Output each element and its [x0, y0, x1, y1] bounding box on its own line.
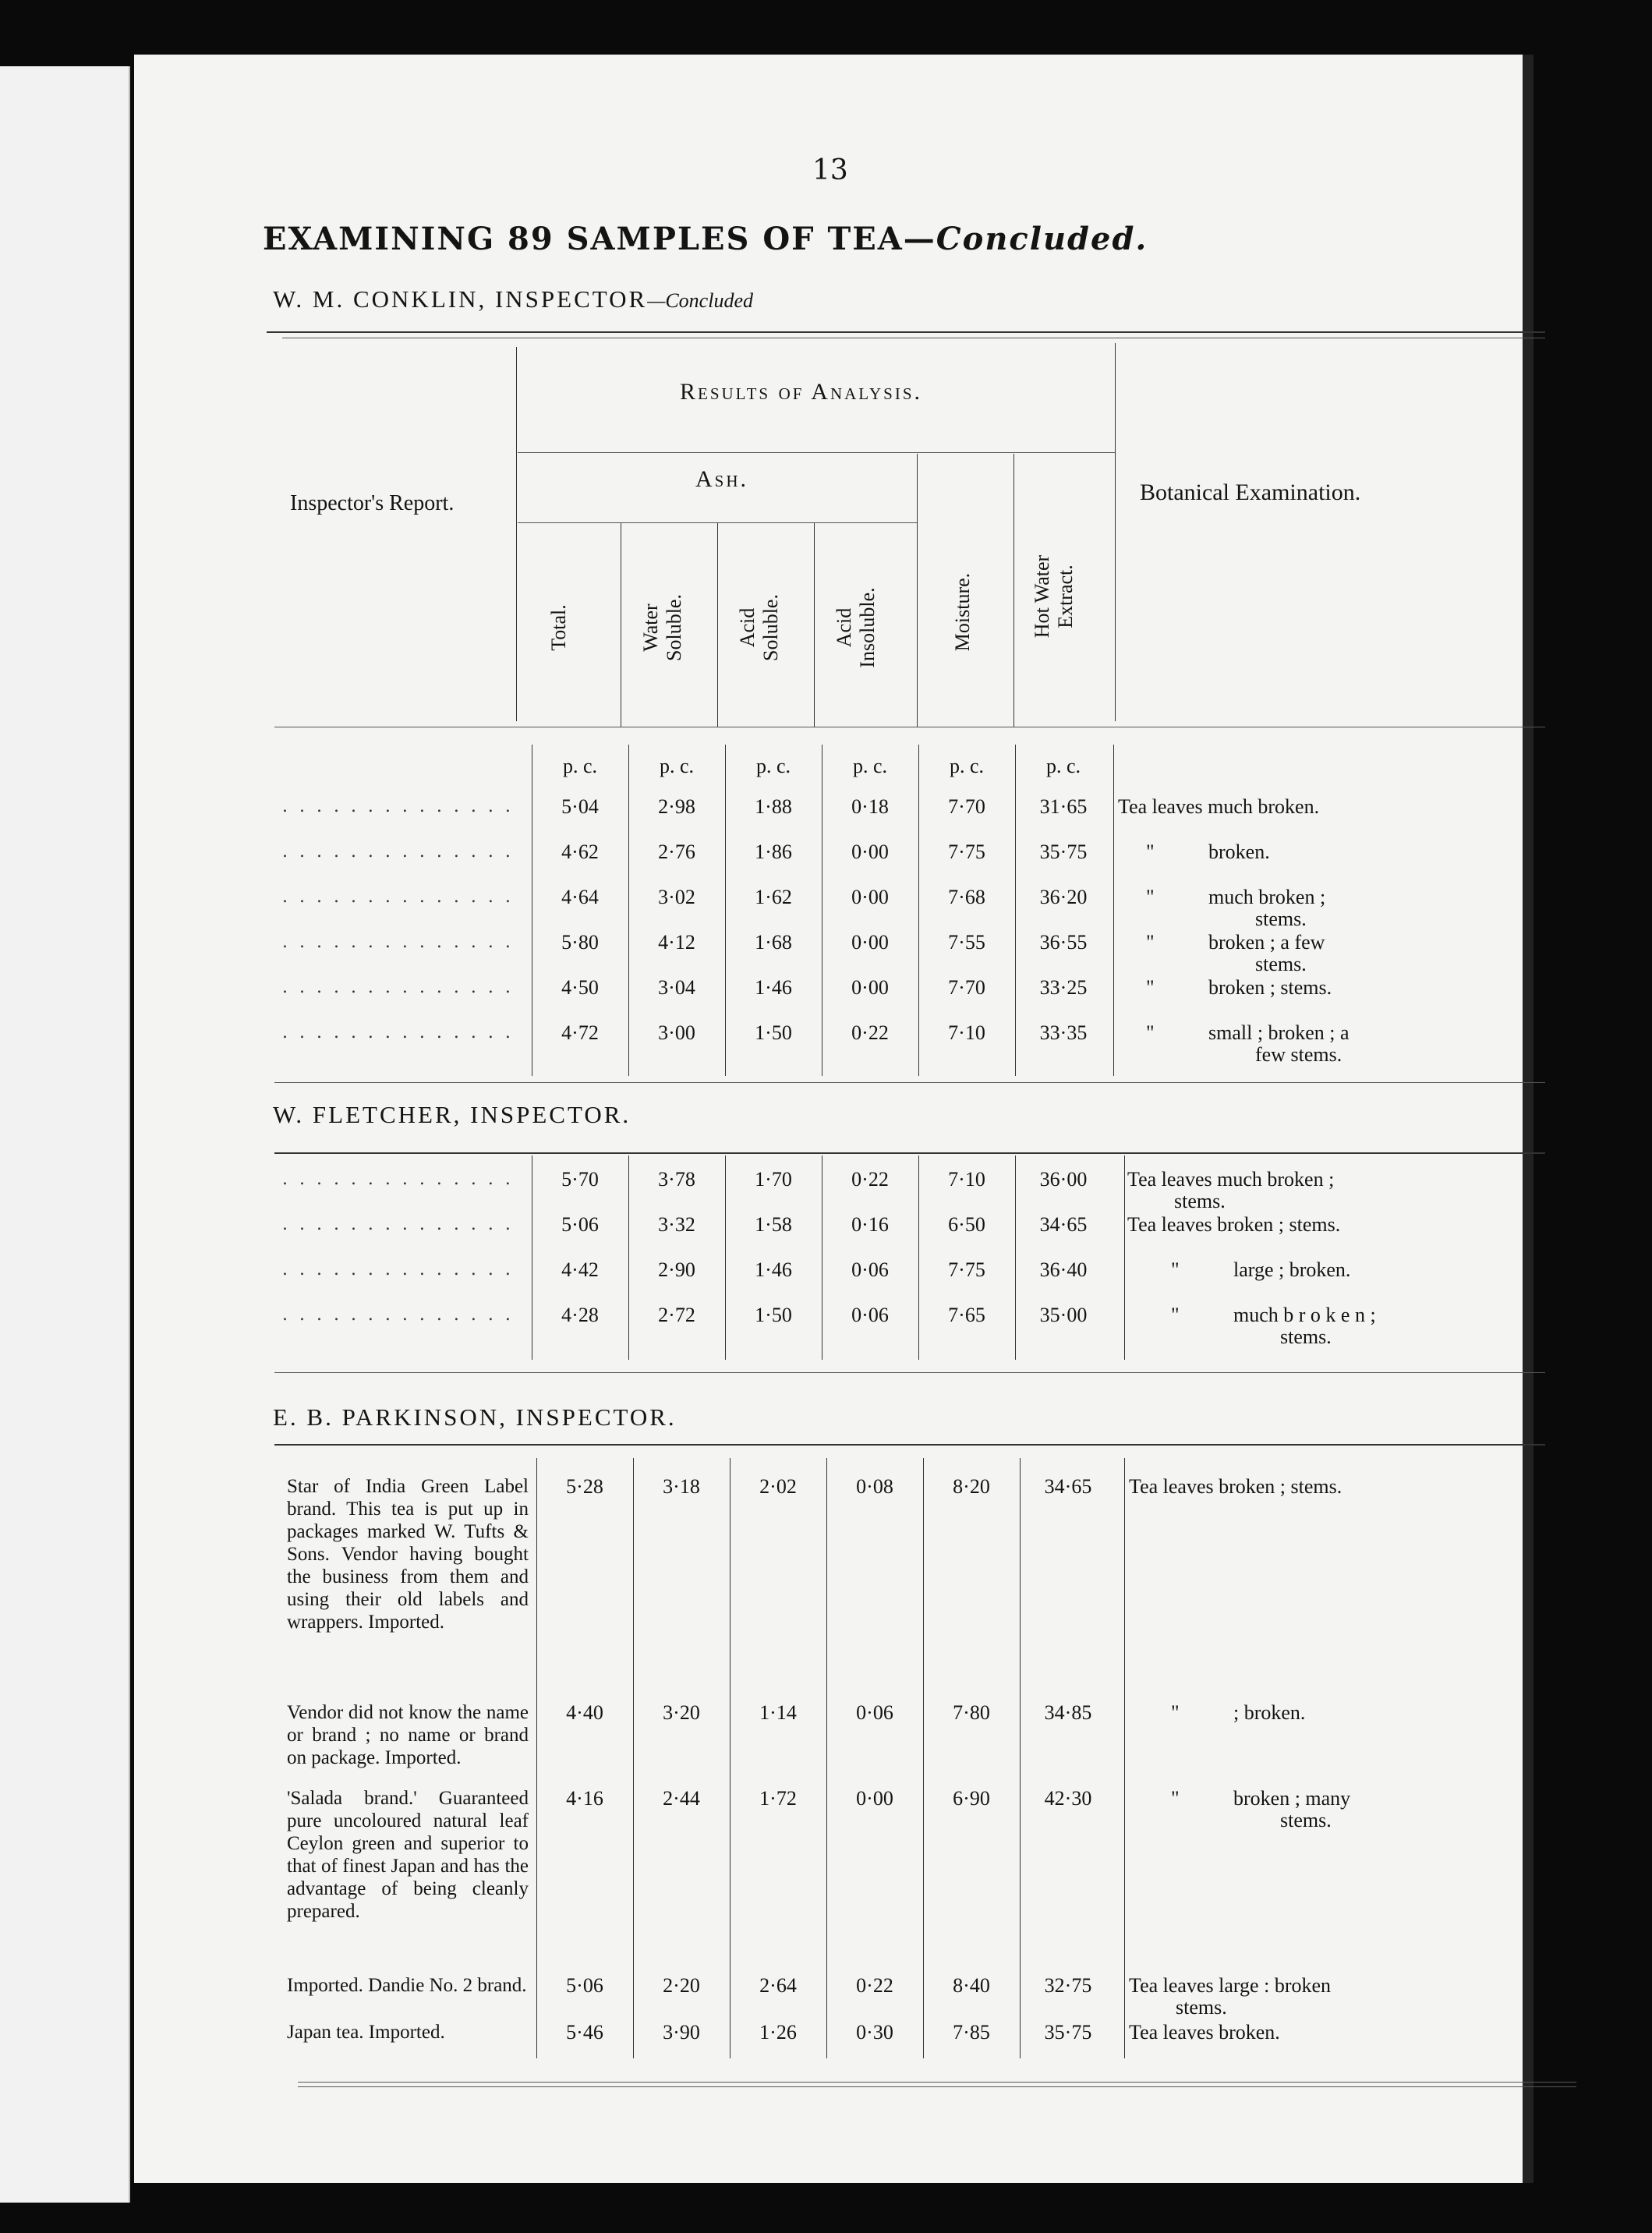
value-cell: 4·28 [561, 1304, 599, 1326]
value-cell: 0·00 [851, 840, 889, 863]
header-vline-report [516, 347, 517, 721]
value-cell: 1·46 [755, 976, 792, 999]
parkinson-top-rule [274, 1444, 1545, 1446]
value-cell: 6·50 [948, 1213, 985, 1236]
value-cell: 0·18 [851, 795, 889, 818]
value-cell: 2·44 [663, 1787, 700, 1810]
value-cell: 5·06 [561, 1213, 599, 1236]
value-cell: 7·65 [948, 1304, 985, 1326]
value-cell: 3·18 [663, 1475, 700, 1498]
conklin-vline-6 [1015, 745, 1016, 1076]
value-cell: 4·40 [566, 1701, 603, 1724]
page-number: 13 [812, 154, 848, 186]
botanical-text-cont: stems. [1255, 908, 1307, 930]
fletcher-vline-3 [725, 1155, 726, 1360]
value-cell: 36·40 [1039, 1258, 1088, 1281]
header-water-soluble-1: Water [639, 603, 662, 652]
value-cell: 4·42 [561, 1258, 599, 1281]
value-cell: 7·75 [948, 1258, 985, 1281]
value-cell: 3·90 [663, 2021, 700, 2044]
inspector-report-text: Japan tea. Imported. [287, 2022, 445, 2043]
value-cell: 4·64 [561, 886, 599, 908]
parkinson-vline-4 [826, 1458, 827, 2058]
header-water-soluble-2: Soluble. [663, 594, 685, 661]
conklin-end-rule [274, 1082, 1545, 1083]
unit-label: p. c. [659, 755, 695, 777]
value-cell: 4·12 [658, 931, 695, 954]
value-cell: 32·75 [1044, 1974, 1092, 1997]
parkinson-vline-2 [633, 1458, 634, 2058]
unit-label: p. c. [852, 755, 888, 777]
value-cell: 3·78 [658, 1168, 695, 1191]
value-cell: 35·00 [1039, 1304, 1088, 1326]
value-cell: 1·88 [755, 795, 792, 818]
ditto-mark: " [1171, 1787, 1180, 1810]
report-leader-dots: . . . . . . . . . . . . . . [282, 1215, 514, 1234]
value-cell: 1·68 [755, 931, 792, 954]
botanical-text: small ; broken ; a [1208, 1021, 1350, 1044]
page-bottom-rule-2 [298, 2086, 1576, 2087]
header-acid-soluble-2: Soluble. [759, 594, 782, 661]
value-cell: 0·06 [851, 1304, 889, 1326]
ditto-mark: " [1171, 1701, 1180, 1724]
value-cell: 4·62 [561, 840, 599, 863]
parkinson-vline-7 [1124, 1458, 1125, 2058]
botanical-text: broken. [1208, 840, 1270, 863]
value-cell: 7·70 [948, 976, 985, 999]
header-water-soluble [639, 542, 686, 713]
value-cell: 0·30 [856, 2021, 893, 2044]
value-cell: 5·28 [566, 1475, 603, 1498]
results-rule [518, 452, 1115, 453]
ditto-mark: " [1146, 886, 1155, 908]
value-cell: 34·65 [1039, 1213, 1088, 1236]
header-vline-moisture [917, 454, 918, 727]
value-cell: 7·10 [948, 1021, 985, 1044]
value-cell: 5·04 [561, 795, 599, 818]
value-cell: 1·26 [759, 2021, 797, 2044]
value-cell: 2·98 [658, 795, 695, 818]
header-results-of-analysis: Results of Analysis. [680, 379, 923, 405]
value-cell: 3·04 [658, 976, 695, 999]
value-cell: 1·46 [755, 1258, 792, 1281]
value-cell: 4·50 [561, 976, 599, 999]
header-botanical-examination: Botanical Examination. [1140, 480, 1361, 505]
page-bottom-rule [298, 2082, 1576, 2083]
header-vline-acid [717, 522, 718, 727]
value-cell: 5·06 [566, 1974, 603, 1997]
header-acid-soluble-1: Acid [736, 607, 759, 648]
value-cell: 0·22 [856, 1974, 893, 1997]
parkinson-vline-5 [923, 1458, 924, 2058]
botanical-text: Tea leaves much broken ; [1127, 1168, 1335, 1191]
value-cell: 3·02 [658, 886, 695, 908]
left-page-edge [0, 66, 130, 2203]
value-cell: 3·20 [663, 1701, 700, 1724]
value-cell: 0·22 [851, 1168, 889, 1191]
value-cell: 2·90 [658, 1258, 695, 1281]
value-cell: 3·00 [658, 1021, 695, 1044]
report-leader-dots: . . . . . . . . . . . . . . [282, 887, 514, 907]
ditto-mark: " [1146, 840, 1155, 863]
header-hot-water-1: Hot Water [1031, 554, 1053, 639]
value-cell: 42·30 [1044, 1787, 1092, 1810]
value-cell: 5·80 [561, 931, 599, 954]
report-leader-dots: . . . . . . . . . . . . . . [282, 1305, 514, 1325]
value-cell: 36·00 [1039, 1168, 1088, 1191]
value-cell: 35·75 [1039, 840, 1088, 863]
value-cell: 34·85 [1044, 1701, 1092, 1724]
fletcher-top-rule [274, 1152, 1545, 1154]
botanical-text: Tea leaves broken ; stems. [1129, 1475, 1342, 1498]
botanical-text: much b r o k e n ; [1233, 1304, 1376, 1326]
botanical-text-cont: stems. [1255, 953, 1307, 975]
value-cell: 36·55 [1039, 931, 1088, 954]
botanical-text: Tea leaves broken ; stems. [1127, 1213, 1341, 1236]
fletcher-end-rule [274, 1372, 1545, 1373]
document-page [134, 55, 1533, 2183]
value-cell: 2·64 [759, 1974, 797, 1997]
fletcher-vline-7 [1124, 1155, 1125, 1360]
botanical-text-cont: stems. [1176, 1996, 1227, 2019]
value-cell: 1·86 [755, 840, 792, 863]
value-cell: 2·20 [663, 1974, 700, 1997]
value-cell: 33·35 [1039, 1021, 1088, 1044]
value-cell: 2·02 [759, 1475, 797, 1498]
header-vline-extract [1013, 454, 1014, 727]
page-title [263, 221, 1148, 257]
header-total-text: Total. [547, 604, 570, 651]
conklin-vline-2 [628, 745, 629, 1076]
section-parkinson: E. B. PARKINSON, INSPECTOR. [273, 1403, 677, 1431]
value-cell: 0·00 [851, 886, 889, 908]
header-moisture-text: Moisture. [951, 572, 974, 652]
fletcher-vline-5 [918, 1155, 919, 1360]
value-cell: 3·32 [658, 1213, 695, 1236]
report-leader-dots: . . . . . . . . . . . . . . [282, 932, 514, 952]
value-cell: 4·72 [561, 1021, 599, 1044]
header-acid-soluble [736, 542, 783, 713]
report-leader-dots: . . . . . . . . . . . . . . [282, 978, 514, 997]
value-cell: 7·80 [953, 1701, 990, 1724]
unit-label: p. c. [1045, 755, 1081, 777]
section-conklin-suffix: —Concluded [647, 289, 753, 312]
unit-label: p. c. [755, 755, 791, 777]
header-total [547, 542, 571, 713]
inspector-report-text: Imported. Dandie No. 2 brand. [287, 1975, 527, 1996]
botanical-text: Tea leaves much broken. [1118, 795, 1320, 818]
value-cell: 1·58 [755, 1213, 792, 1236]
value-cell: 0·22 [851, 1021, 889, 1044]
fletcher-vline-6 [1015, 1155, 1016, 1360]
botanical-text: broken ; many [1233, 1787, 1351, 1810]
conklin-vline-7 [1113, 745, 1114, 1076]
value-cell: 34·65 [1044, 1475, 1092, 1498]
ditto-mark: " [1146, 1021, 1155, 1044]
value-cell: 0·06 [856, 1701, 893, 1724]
report-leader-dots: . . . . . . . . . . . . . . [282, 1023, 514, 1042]
value-cell: 7·68 [948, 886, 985, 908]
report-leader-dots: . . . . . . . . . . . . . . [282, 797, 514, 816]
inspector-report-text: Vendor did not know the name or brand ; no name or brand on package. Imported. [287, 1702, 529, 1768]
botanical-text: broken ; a few [1208, 931, 1325, 954]
ditto-mark: " [1146, 931, 1155, 954]
value-cell: 7·70 [948, 795, 985, 818]
header-hot-water-extract [1031, 480, 1077, 713]
value-cell: 1·50 [755, 1304, 792, 1326]
title-main: EXAMINING 89 SAMPLES OF TEA— [263, 221, 936, 257]
value-cell: 0·00 [851, 976, 889, 999]
value-cell: 0·06 [851, 1258, 889, 1281]
value-cell: 31·65 [1039, 795, 1088, 818]
header-inspectors-report: Inspector's Report. [290, 491, 455, 515]
value-cell: 1·72 [759, 1787, 797, 1810]
value-cell: 5·46 [566, 2021, 603, 2044]
value-cell: 4·16 [566, 1787, 603, 1810]
header-vline-insoluble [814, 522, 815, 727]
botanical-text: ; broken. [1233, 1701, 1306, 1724]
value-cell: 36·20 [1039, 886, 1088, 908]
value-cell: 0·00 [851, 931, 889, 954]
report-leader-dots: . . . . . . . . . . . . . . [282, 842, 514, 862]
header-top-rule [267, 331, 1545, 333]
section-conklin-name: W. M. CONKLIN, INSPECTOR [273, 285, 648, 313]
value-cell: 0·16 [851, 1213, 889, 1236]
section-fletcher: W. FLETCHER, INSPECTOR. [273, 1101, 631, 1128]
report-leader-dots: . . . . . . . . . . . . . . [282, 1260, 514, 1279]
value-cell: 6·90 [953, 1787, 990, 1810]
header-vline-botanical [1115, 343, 1116, 721]
value-cell: 1·50 [755, 1021, 792, 1044]
header-acid-insoluble-1: Acid [833, 607, 855, 648]
ditto-mark: " [1171, 1258, 1180, 1281]
botanical-text: broken ; stems. [1208, 976, 1332, 999]
header-moisture [951, 511, 975, 713]
conklin-vline-5 [918, 745, 919, 1076]
ditto-mark: " [1171, 1304, 1180, 1326]
value-cell: 7·75 [948, 840, 985, 863]
botanical-text: Tea leaves broken. [1129, 2021, 1280, 2044]
value-cell: 8·40 [953, 1974, 990, 1997]
conklin-vline-3 [725, 745, 726, 1076]
inspector-report-text: 'Salada brand.' Guaranteed pure uncoloured natural leaf Ceylon green and superior to that of finest Japan and has the advantage of being cleanly prepared. [287, 1788, 529, 1922]
value-cell: 5·70 [561, 1168, 599, 1191]
header-hot-water-2: Extract. [1054, 564, 1077, 628]
parkinson-vline-1 [536, 1458, 537, 2058]
section-conklin [273, 285, 753, 313]
inspector-report-text: Star of India Green Label brand. This tea is put up in packages marked W. Tufts & Sons. Vendor having bought the business from them and using their old labels and wrappers. Imported. [287, 1476, 529, 1633]
fletcher-vline-2 [628, 1155, 629, 1360]
value-cell: 33·25 [1039, 976, 1088, 999]
botanical-text: large ; broken. [1233, 1258, 1351, 1281]
value-cell: 0·08 [856, 1475, 893, 1498]
header-acid-insoluble [833, 542, 879, 713]
value-cell: 7·10 [948, 1168, 985, 1191]
value-cell: 7·85 [953, 2021, 990, 2044]
value-cell: 0·00 [856, 1787, 893, 1810]
botanical-text: much broken ; [1208, 886, 1326, 908]
page-spine [1523, 55, 1533, 2183]
value-cell: 7·55 [948, 931, 985, 954]
value-cell: 2·72 [658, 1304, 695, 1326]
value-cell: 1·14 [759, 1701, 797, 1724]
ditto-mark: " [1146, 976, 1155, 999]
title-italic: Concluded. [936, 221, 1148, 257]
botanical-text-cont: stems. [1280, 1325, 1332, 1348]
value-cell: 1·62 [755, 886, 792, 908]
botanical-text-cont: few stems. [1255, 1043, 1342, 1066]
value-cell: 1·70 [755, 1168, 792, 1191]
value-cell: 8·20 [953, 1475, 990, 1498]
value-cell: 2·76 [658, 840, 695, 863]
report-leader-dots: . . . . . . . . . . . . . . [282, 1170, 514, 1189]
header-ash: Ash. [695, 466, 749, 492]
botanical-text-cont: stems. [1174, 1190, 1226, 1212]
header-acid-insoluble-2: Insoluble. [856, 587, 879, 668]
botanical-text-cont: stems. [1280, 1809, 1332, 1831]
parkinson-vline-6 [1020, 1458, 1021, 2058]
unit-label: p. c. [949, 755, 985, 777]
botanical-text: Tea leaves large : broken [1129, 1974, 1332, 1997]
value-cell: 35·75 [1044, 2021, 1092, 2044]
unit-label: p. c. [562, 755, 598, 777]
ash-rule [518, 522, 917, 523]
